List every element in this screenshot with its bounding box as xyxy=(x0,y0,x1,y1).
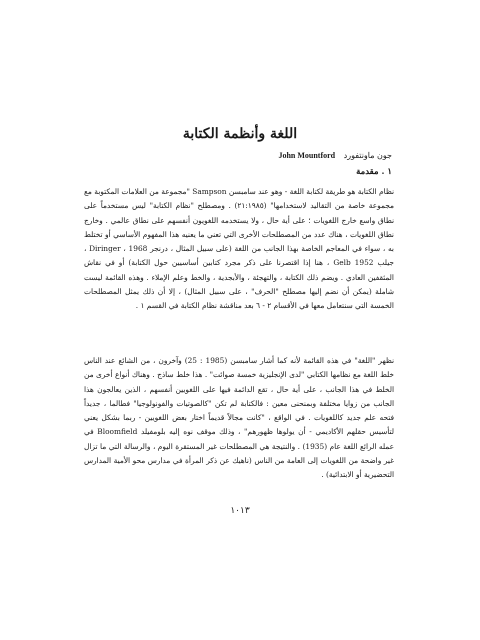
author-name-latin: John Mountford xyxy=(278,151,336,160)
author-name-arabic: جون ماونتفورد xyxy=(343,151,392,160)
author-line xyxy=(272,151,392,160)
body-paragraph-1: نظام الكتابة هو طريقة لكتابة اللغة - وهو عند سامبسن Sampson "مجموعة من العلامات المكتوبة مع مجموعة خاصة من التقاليد لاستخدامها" (٢١:١٩٨٥) . ومصطلح "نظام الكتابة" ليس مستخدماً على نطاق واسع خارج اللغويات ؛ على أية حال ، ولا يستخدمه اللغويون أنفسهم على نطاق عالمي . وخارج نطاق اللغويات ، هناك عدد من المصطلحات الأخرى التي تعني ما يعنيه هذا المفهوم الأساسي أو تختلط به ، سواء في المعاجم الخاصة بهذا الجانب من اللغة (على سبيل المثال ، درنجر Diringer ، 1968 ، جيلب Gelb 1952 ، هنا إذا اقتصرنا على ذكر مجرد كتابين أساسيين حول الكتابة) أو في نقاش المثقفين العادي . ويضم ذلك الكتابة ، والتهجئة ، والأبجدية ، والخط وعلم الإملاء . وهذه القائمة ليست شاملة (يمكن أن نضم إليها مصطلح "الحرف" ، على سبيل المثال) ، إلا أن ذلك يمثل المصطلحات الخمسة التي سنتعامل معها في الأقسام ٢ - ٦ بعد مناقشة نظام الكتابة في القسم ١ . xyxy=(84,187,394,311)
body-paragraph-2: نظهر "اللغة" في هذه القائمة لأنه كما أشار سامبسن (1985 : 25) وآخرون ، من الشائع عند الناس خلط اللغة مع نظامها الكتابي "لدى الإنجليزية خمسة صوائت" . هذا خلط ساذج . وهناك أنواع أخرى من الخلط في هذا الجانب ، على أية حال ، تقع الدائمة فيها على اللغويين أنفسهم ، الذين يعالجون هذا الجانب من زوايا مختلفة وبمنحنى معين : فالكتابة لم تكن "كالصوتيات والفونولوجيا" فطالما ، جديداً فتحه علم جديد كاللغويات . في الواقع ، "كانت مجالاً قديماً اختار بعض اللغويين - ربما بشكل يعني لتأسيس حقلهم الأكاديمي - أن يولوها ظهورهم" ، وذلك موقف نوه إليه بلومفيلد Bloomfield في عمله الرائع اللغة عام (1935) . والنتيجة هي المصطلحات غير المستقرة اليوم ، والرسالة التي ما تزال غير واضحة من اللغويات إلى العامة من الناس (ناهيك عن ذكر المرأة في مدارس محو الأمية المدارس التحضيرية أو الابتدائية) . xyxy=(84,356,394,480)
page-number: ١٠١٣ xyxy=(230,506,250,516)
section-heading: ١ . مقدمة xyxy=(356,167,392,177)
page-title: اللغة وأنظمة الكتابة xyxy=(182,126,298,142)
